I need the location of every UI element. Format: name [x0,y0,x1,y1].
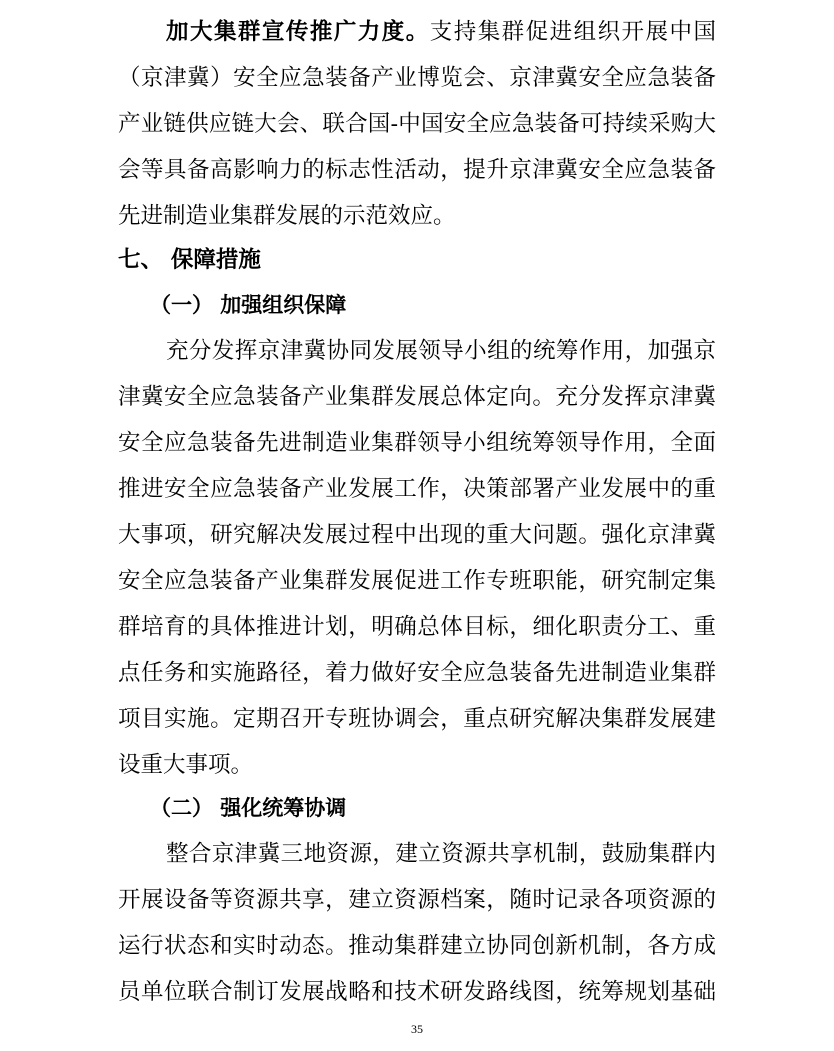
paragraph-line: 产业链供应链大会、联合国-中国安全应急装备可持续采购大 [118,111,716,137]
section-heading: 七、 保障措施 [118,247,261,273]
paragraph-lead: 加大集群宣传推广力度。 [166,19,430,45]
paragraph-line: 安全应急装备产业集群发展促进工作专班职能，研究制定集 [118,568,716,594]
paragraph-line: 员单位联合制订发展战略和技术研发路线图，统筹规划基础 [118,979,716,1005]
paragraph-line [166,17,716,47]
paragraph-line: 推进安全应急装备产业发展工作，决策部署产业发展中的重 [118,476,716,502]
paragraph-line: 充分发挥京津冀协同发展领导小组的统筹作用，加强京 [166,338,716,364]
subsection-heading: （二） 强化统筹协调 [150,796,347,820]
paragraph-line: 会等具备高影响力的标志性活动，提升京津冀安全应急装备 [118,157,716,183]
paragraph-line: （京津冀）安全应急装备产业博览会、京津冀安全应急装备 [118,65,716,91]
paragraph-line: 运行状态和实时动态。推动集群建立协同创新机制，各方成 [118,933,716,959]
paragraph-line: 大事项，研究解决发展过程中出现的重大问题。强化京津冀 [118,522,716,548]
paragraph-line: 津冀安全应急装备产业集群发展总体定向。充分发挥京津冀 [118,384,716,410]
paragraph-line: 点任务和实施路径，着力做好安全应急装备先进制造业集群 [118,660,716,686]
paragraph-line: 开展设备等资源共享，建立资源档案，随时记录各项资源的 [118,887,716,913]
paragraph-line: 设重大事项。 [118,752,254,778]
subsection-heading: （一） 加强组织保障 [150,293,347,317]
paragraph-line: 项目实施。定期召开专班协调会，重点研究解决集群发展建 [118,706,716,732]
paragraph-line: 安全应急装备先进制造业集群领导小组统筹领导作用，全面 [118,430,716,456]
paragraph-line: 群培育的具体推进计划，明确总体目标，细化职责分工、重 [118,614,716,640]
paragraph-text: 支持集群促进组织开展中国 [429,19,716,45]
page-number: 35 [411,1022,423,1036]
paragraph-line: 先进制造业集群发展的示范效应。 [118,203,456,229]
paragraph-line: 整合京津冀三地资源，建立资源共享机制，鼓励集群内 [166,841,716,867]
